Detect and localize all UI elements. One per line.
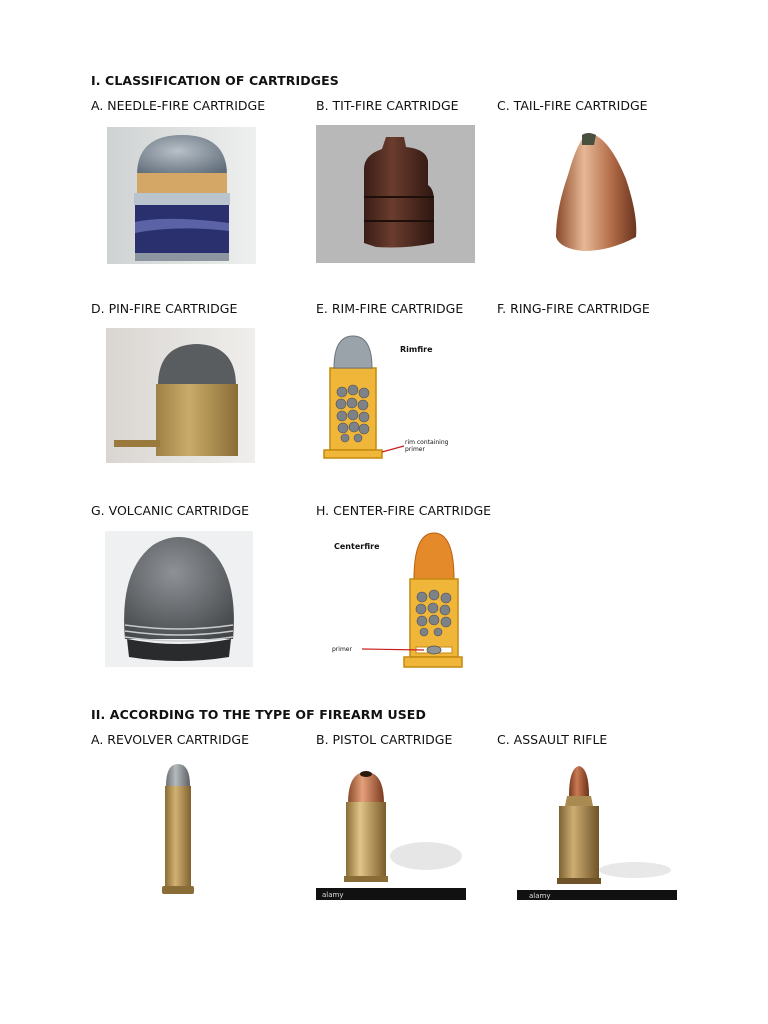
pistol-cartridge-image [316,760,466,900]
label-pistol: B. PISTOL CARTRIDGE [316,732,453,747]
rimfire-diagram [316,330,476,465]
label-tit-fire: B. TIT-FIRE CARTRIDGE [316,98,459,113]
label-tail-fire: C. TAIL-FIRE CARTRIDGE [497,98,648,113]
label-revolver: A. REVOLVER CARTRIDGE [91,732,250,747]
tit-fire-cartridge-image [316,125,475,263]
needle-fire-cartridge-image [107,127,256,264]
label-volcanic: G. VOLCANIC CARTRIDGE [91,503,250,518]
centerfire-title: Centerfire [334,542,380,551]
revolver-cartridge-image [106,760,251,900]
assault-rifle-watermark: alamy [529,892,551,900]
label-pin-fire: D. PIN-FIRE CARTRIDGE [91,301,238,316]
centerfire-callout: primer [332,646,352,653]
section-1-heading: I. CLASSIFICATION OF CARTRIDGES [91,73,339,88]
assault-rifle-cartridge-image [517,760,677,900]
rimfire-callout-line2: primer [405,446,425,453]
label-rim-fire: E. RIM-FIRE CARTRIDGE [316,301,464,316]
label-needle-fire: A. NEEDLE-FIRE CARTRIDGE [91,98,266,113]
pistol-watermark: alamy [322,891,344,899]
rimfire-title: Rimfire [400,345,433,354]
label-ring-fire: F. RING-FIRE CARTRIDGE [497,301,650,316]
section-2-heading: II. ACCORDING TO THE TYPE OF FIREARM USED [91,707,426,722]
volcanic-cartridge-image [105,531,253,667]
label-assault-rifle: C. ASSAULT RIFLE [497,732,608,747]
centerfire-diagram [316,531,476,669]
tail-fire-cartridge-image [510,125,660,263]
label-center-fire: H. CENTER-FIRE CARTRIDGE [316,503,492,518]
rimfire-callout-line1: rim containing [405,439,449,446]
pin-fire-cartridge-image [106,328,255,463]
